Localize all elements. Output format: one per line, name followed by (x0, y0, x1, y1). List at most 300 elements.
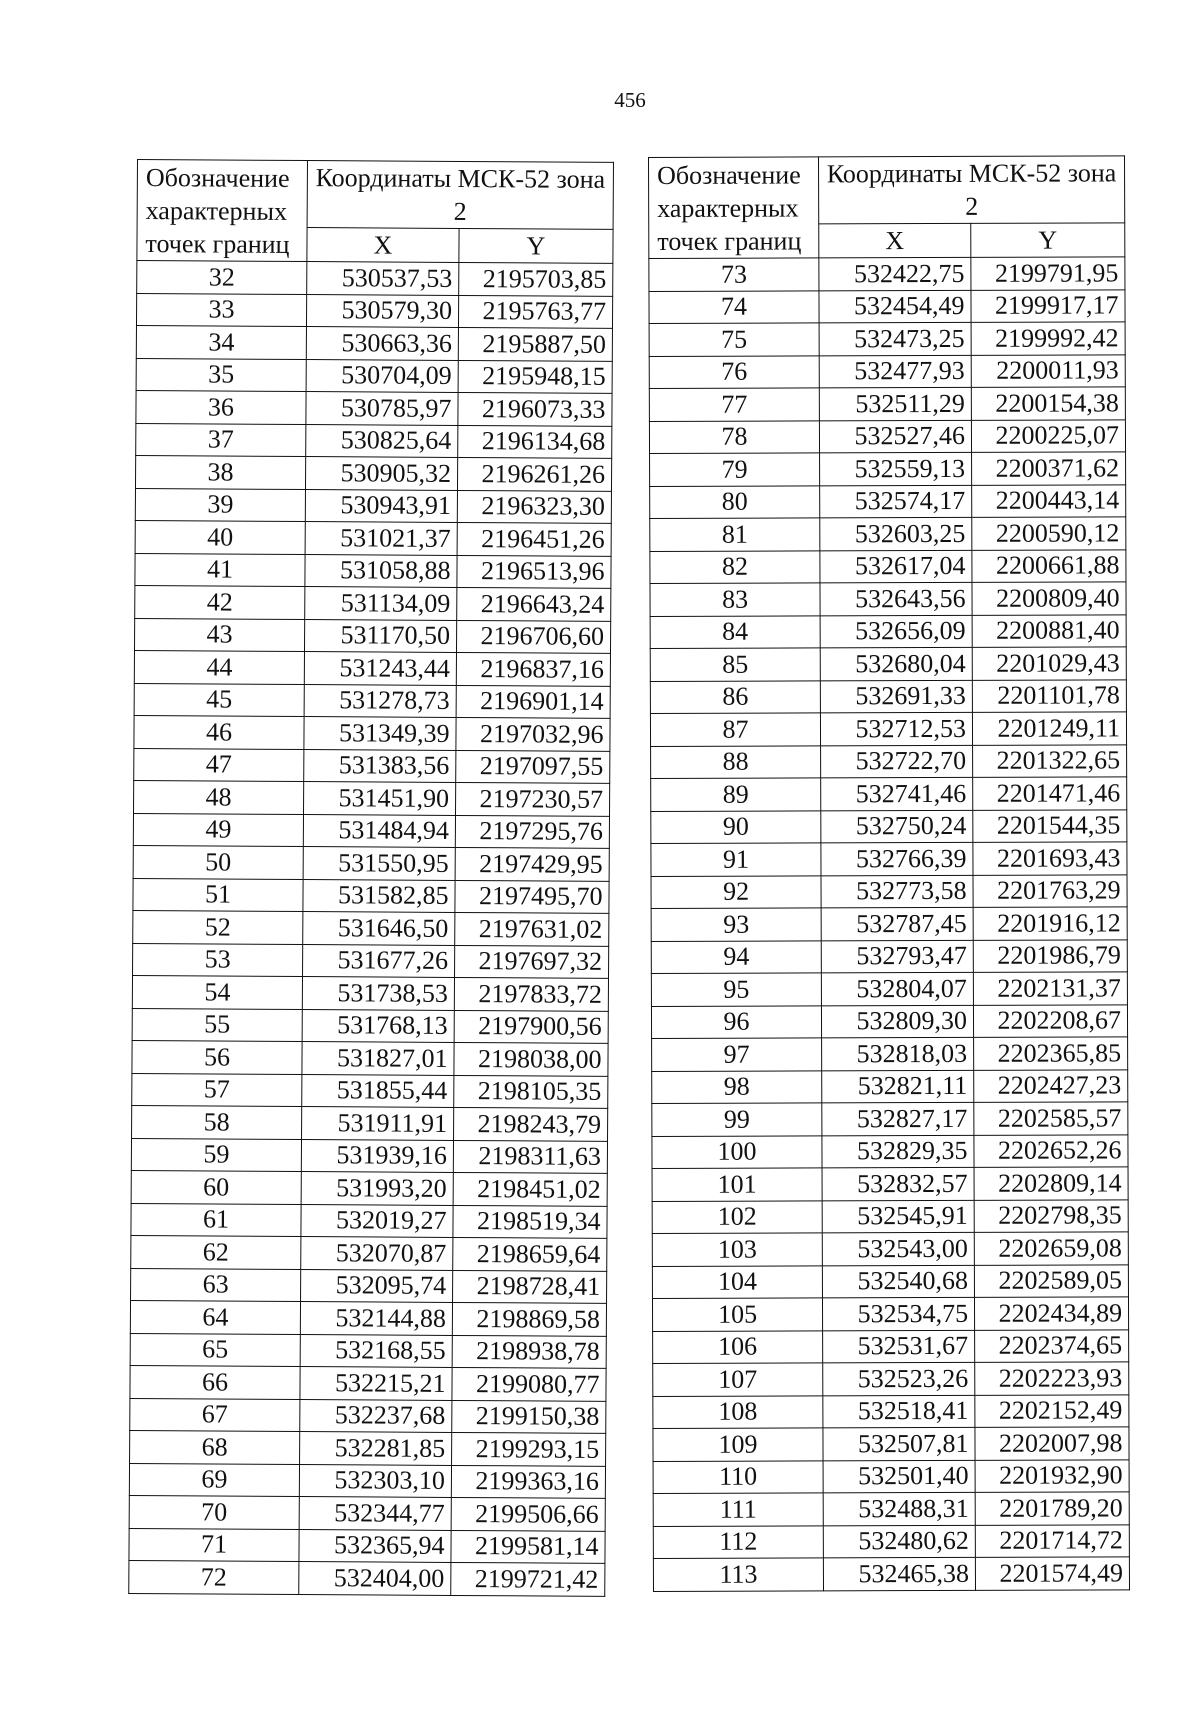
x-cell: 532511,29 (819, 387, 971, 420)
y-cell: 2201574,49 (975, 1557, 1129, 1590)
y-cell: 2199293,15 (452, 1432, 606, 1465)
table-row (134, 683, 610, 718)
table-row (135, 585, 611, 620)
point-cell: 73 (649, 258, 819, 291)
table-row (650, 582, 1126, 616)
table-row (653, 1362, 1129, 1396)
y-cell: 2202798,35 (974, 1199, 1128, 1232)
table-row (136, 358, 612, 393)
table-row (649, 322, 1125, 356)
y-cell: 2197097,55 (456, 750, 610, 783)
y-cell: 2195887,50 (458, 327, 612, 360)
table-row (651, 842, 1127, 876)
point-cell: 32 (137, 261, 307, 295)
x-cell: 531134,09 (305, 587, 457, 620)
y-cell: 2201916,12 (973, 907, 1127, 940)
point-cell: 81 (650, 518, 820, 551)
table-row (653, 1524, 1129, 1558)
x-cell: 531677,26 (303, 944, 455, 977)
x-cell: 531855,44 (302, 1074, 454, 1107)
point-cell: 107 (653, 1363, 823, 1396)
point-cell: 112 (653, 1525, 823, 1558)
table-row (131, 1235, 607, 1270)
y-cell: 2196261,26 (457, 457, 611, 490)
x-cell: 531827,01 (302, 1042, 454, 1075)
point-cell: 104 (652, 1265, 822, 1298)
point-cell: 110 (653, 1460, 823, 1493)
point-cell: 102 (652, 1200, 822, 1233)
y-cell: 2199581,14 (451, 1530, 605, 1563)
point-cell: 36 (136, 390, 306, 424)
x-cell: 531911,91 (302, 1107, 454, 1140)
y-cell: 2198038,00 (454, 1042, 608, 1075)
y-cell: 2197631,02 (455, 912, 609, 945)
table-row (135, 520, 611, 555)
x-cell: 532773,58 (821, 875, 973, 908)
y-cell: 2197697,32 (455, 945, 609, 978)
x-cell: 531451,90 (304, 782, 456, 815)
point-cell: 71 (129, 1528, 299, 1562)
y-cell: 2197495,70 (455, 880, 609, 913)
coordinate-group-header: Координаты МСК-52 зона 2 (307, 161, 613, 230)
table-row (652, 1102, 1128, 1136)
table-row (650, 484, 1126, 518)
table-row (134, 748, 610, 783)
y-cell: 2199791,95 (971, 257, 1125, 290)
table-row (651, 1004, 1127, 1038)
x-cell: 532144,88 (300, 1302, 452, 1335)
table-row (133, 845, 609, 880)
point-cell: 76 (649, 355, 819, 388)
x-cell: 532829,35 (822, 1135, 974, 1168)
table-row (652, 1037, 1128, 1071)
table-row (129, 1463, 605, 1498)
table-row (133, 878, 609, 913)
table-row (652, 1069, 1128, 1103)
table-row (652, 1297, 1128, 1331)
y-cell: 2199721,42 (451, 1562, 605, 1595)
point-cell: 48 (134, 780, 304, 814)
y-column-header: Y (459, 228, 613, 263)
y-cell: 2195703,85 (459, 262, 613, 295)
x-cell: 532523,26 (823, 1362, 975, 1395)
x-cell: 532818,03 (822, 1037, 974, 1070)
coordinates-table-left (128, 159, 614, 1596)
y-cell: 2202152,49 (975, 1394, 1129, 1427)
y-cell: 2197230,57 (455, 782, 609, 815)
y-cell: 2200154,38 (971, 387, 1125, 420)
x-cell: 531768,13 (302, 1009, 454, 1042)
point-cell: 79 (650, 453, 820, 486)
x-cell: 530537,53 (307, 262, 459, 295)
y-cell: 2201986,79 (973, 939, 1127, 972)
table-row (653, 1557, 1129, 1591)
x-cell: 532518,41 (823, 1395, 975, 1428)
y-cell: 2202589,05 (974, 1264, 1128, 1297)
x-cell: 532488,31 (823, 1492, 975, 1525)
y-cell: 2200371,62 (972, 452, 1126, 485)
y-cell: 2200809,40 (972, 582, 1126, 615)
point-cell: 39 (135, 488, 305, 522)
table-row (650, 614, 1126, 648)
point-cell: 62 (131, 1235, 301, 1269)
point-cell: 97 (652, 1038, 822, 1071)
table-row (652, 1199, 1128, 1233)
point-cell: 98 (652, 1070, 822, 1103)
table-row (653, 1394, 1129, 1428)
x-cell: 531349,39 (304, 717, 456, 750)
y-cell: 2199506,66 (451, 1497, 605, 1530)
y-cell: 2202223,93 (975, 1362, 1129, 1395)
table-row (131, 1268, 607, 1303)
table-row (651, 939, 1127, 973)
y-cell: 2196513,96 (457, 555, 611, 588)
point-cell: 49 (133, 813, 303, 847)
point-cell: 94 (651, 940, 821, 973)
x-cell: 532095,74 (301, 1269, 453, 1302)
x-cell: 532827,17 (822, 1102, 974, 1135)
x-cell: 532070,87 (301, 1237, 453, 1270)
x-cell: 530579,30 (306, 294, 458, 327)
x-cell: 532691,33 (820, 680, 972, 713)
point-cell: 91 (651, 843, 821, 876)
y-cell: 2202365,85 (974, 1037, 1128, 1070)
point-cell: 75 (649, 323, 819, 356)
x-cell: 532344,77 (299, 1497, 451, 1530)
y-cell: 2200590,12 (972, 517, 1126, 550)
y-cell: 2201932,90 (975, 1459, 1129, 1492)
point-cell: 80 (650, 485, 820, 518)
table-row (132, 1008, 608, 1043)
x-column-header: X (307, 228, 459, 263)
point-cell: 69 (129, 1463, 299, 1497)
y-cell: 2201763,29 (973, 874, 1127, 907)
point-cell: 56 (132, 1040, 302, 1074)
table-row (133, 943, 609, 978)
point-cell: 103 (652, 1233, 822, 1266)
x-cell: 532750,24 (821, 810, 973, 843)
point-cell: 47 (134, 748, 304, 782)
x-cell: 531582,85 (303, 879, 455, 912)
x-column-header: X (819, 223, 971, 258)
y-cell: 2201249,11 (972, 712, 1126, 745)
table-row (649, 387, 1125, 421)
y-cell: 2197032,96 (456, 717, 610, 750)
table-row (130, 1365, 606, 1400)
point-cell: 67 (130, 1398, 300, 1432)
table-row (130, 1300, 606, 1335)
y-cell: 2199992,42 (971, 322, 1125, 355)
table-row (131, 1170, 607, 1205)
x-cell: 532237,68 (300, 1399, 452, 1432)
y-cell: 2200443,14 (972, 484, 1126, 517)
table-row (132, 1040, 608, 1075)
x-cell: 532832,57 (822, 1167, 974, 1200)
x-cell: 532527,46 (819, 420, 971, 453)
x-cell: 530943,91 (305, 489, 457, 522)
table-row (134, 618, 610, 653)
table-row (649, 257, 1125, 291)
y-cell: 2201322,65 (973, 744, 1127, 777)
table-row (136, 293, 612, 328)
point-cell: 78 (649, 420, 819, 453)
y-cell: 2199150,38 (452, 1400, 606, 1433)
x-cell: 532215,21 (300, 1367, 452, 1400)
point-cell: 45 (134, 683, 304, 717)
x-cell: 531170,50 (304, 619, 456, 652)
y-cell: 2202434,89 (974, 1297, 1128, 1330)
table-row (651, 874, 1127, 908)
x-cell: 532303,10 (299, 1464, 451, 1497)
x-cell: 532793,47 (821, 940, 973, 973)
point-cell: 51 (133, 878, 303, 912)
y-cell: 2202659,08 (974, 1232, 1128, 1265)
point-cell: 66 (130, 1365, 300, 1399)
point-cell: 109 (653, 1428, 823, 1461)
table-row (650, 517, 1126, 551)
y-cell: 2198105,35 (454, 1075, 608, 1108)
x-cell: 532543,00 (822, 1232, 974, 1265)
point-cell: 33 (136, 293, 306, 327)
x-cell: 531646,50 (303, 912, 455, 945)
y-cell: 2198243,79 (454, 1107, 608, 1140)
x-cell: 531550,95 (303, 847, 455, 880)
x-cell: 532473,25 (819, 322, 971, 355)
point-cell: 40 (135, 520, 305, 554)
table-row (135, 455, 611, 490)
x-cell: 530785,97 (306, 392, 458, 425)
table-row (653, 1329, 1129, 1363)
x-cell: 532454,49 (819, 290, 971, 323)
point-cell: 65 (130, 1333, 300, 1367)
y-cell: 2201714,72 (975, 1524, 1129, 1557)
y-cell: 2202585,57 (974, 1102, 1128, 1135)
table-row (652, 1232, 1128, 1266)
table-row (653, 1459, 1129, 1493)
table-row (649, 419, 1125, 453)
table-row (132, 1073, 608, 1108)
point-cell: 88 (651, 745, 821, 778)
point-cell: 77 (649, 388, 819, 421)
y-cell: 2201471,46 (973, 777, 1127, 810)
table-row (649, 289, 1125, 323)
table-row (650, 712, 1126, 746)
x-cell: 531993,20 (301, 1172, 453, 1205)
y-cell: 2196451,26 (457, 522, 611, 555)
x-cell: 532804,07 (821, 972, 973, 1005)
x-cell: 532477,93 (819, 355, 971, 388)
point-cell: 52 (133, 910, 303, 944)
y-cell: 2201101,78 (972, 679, 1126, 712)
point-cell: 41 (135, 553, 305, 587)
y-cell: 2201544,35 (973, 809, 1127, 842)
table-row (133, 813, 609, 848)
x-cell: 532019,27 (301, 1204, 453, 1237)
table-row (132, 1105, 608, 1140)
y-cell: 2198938,78 (452, 1335, 606, 1368)
table-row (650, 679, 1126, 713)
y-cell: 2202007,98 (975, 1427, 1129, 1460)
point-cell: 64 (130, 1300, 300, 1334)
point-cell: 90 (651, 810, 821, 843)
table-row (130, 1430, 606, 1465)
table-row (135, 553, 611, 588)
y-column-header: Y (971, 223, 1125, 258)
table-row (652, 1264, 1128, 1298)
y-cell: 2202652,26 (974, 1134, 1128, 1167)
x-cell: 532531,67 (823, 1330, 975, 1363)
point-cell: 57 (132, 1073, 302, 1107)
table-row (131, 1138, 607, 1173)
table-row (130, 1333, 606, 1368)
x-cell: 532540,68 (822, 1265, 974, 1298)
point-cell: 44 (134, 650, 304, 684)
x-cell: 532809,30 (821, 1005, 973, 1038)
point-cell: 105 (652, 1298, 822, 1331)
x-cell: 532766,39 (821, 842, 973, 875)
y-cell: 2201029,43 (972, 647, 1126, 680)
x-cell: 532603,25 (820, 517, 972, 550)
table-row (129, 1495, 605, 1530)
x-cell: 532545,91 (822, 1200, 974, 1233)
point-cell: 54 (132, 975, 302, 1009)
x-cell: 532465,38 (823, 1557, 975, 1590)
x-cell: 532559,13 (820, 452, 972, 485)
x-cell: 532741,46 (821, 777, 973, 810)
x-cell: 532365,94 (299, 1529, 451, 1562)
table-row (129, 1528, 605, 1563)
y-cell: 2198728,41 (453, 1270, 607, 1303)
y-cell: 2202374,65 (975, 1329, 1129, 1362)
y-cell: 2202131,37 (973, 972, 1127, 1005)
point-cell: 100 (652, 1135, 822, 1168)
y-cell: 2198311,63 (453, 1140, 607, 1173)
x-cell: 532574,17 (820, 485, 972, 518)
point-cell: 50 (133, 845, 303, 879)
point-cell: 68 (130, 1430, 300, 1464)
table-row (136, 390, 612, 425)
x-cell: 532480,62 (823, 1525, 975, 1558)
point-cell: 46 (134, 715, 304, 749)
x-cell: 532534,75 (822, 1297, 974, 1330)
y-cell: 2196643,24 (457, 587, 611, 620)
point-cell: 72 (129, 1560, 299, 1594)
y-cell: 2202809,14 (974, 1167, 1128, 1200)
table-row (137, 261, 613, 296)
y-cell: 2198869,58 (452, 1302, 606, 1335)
point-cell: 70 (129, 1495, 299, 1529)
point-cell: 95 (651, 973, 821, 1006)
point-cell: 101 (652, 1168, 822, 1201)
table-row (652, 1134, 1128, 1168)
table-row (130, 1398, 606, 1433)
y-cell: 2202208,67 (973, 1004, 1127, 1037)
table-row (129, 1560, 605, 1595)
x-cell: 531939,16 (301, 1139, 453, 1172)
table-row (650, 549, 1126, 583)
table-body-left (129, 261, 613, 1596)
y-cell: 2200661,88 (972, 549, 1126, 582)
point-cell: 111 (653, 1493, 823, 1526)
point-cell: 60 (131, 1170, 301, 1204)
x-cell: 531383,56 (304, 749, 456, 782)
x-cell: 532680,04 (820, 647, 972, 680)
point-cell: 53 (133, 943, 303, 977)
y-cell: 2195948,15 (458, 360, 612, 393)
x-cell: 530663,36 (306, 327, 458, 360)
y-cell: 2196706,60 (456, 620, 610, 653)
point-cell: 61 (131, 1203, 301, 1237)
x-cell: 532281,85 (300, 1432, 452, 1465)
table-row (650, 452, 1126, 486)
point-cell: 58 (132, 1105, 302, 1139)
page-number: 456 (614, 88, 646, 112)
point-cell: 37 (136, 423, 306, 457)
y-cell: 2197429,95 (455, 847, 609, 880)
y-cell: 2196134,68 (458, 425, 612, 458)
table-row (651, 907, 1127, 941)
table-row (136, 325, 612, 360)
y-cell: 2201789,20 (975, 1492, 1129, 1525)
x-cell: 531278,73 (304, 684, 456, 717)
point-cell: 92 (651, 875, 821, 908)
point-cell: 38 (135, 455, 305, 489)
point-cell: 34 (136, 325, 306, 359)
x-cell: 532656,09 (820, 615, 972, 648)
table-row (134, 780, 610, 815)
y-cell: 2197900,56 (454, 1010, 608, 1043)
coordinate-group-header: Координаты МСК-52 зона 2 (819, 156, 1125, 224)
table-row (651, 777, 1127, 811)
x-cell: 532643,56 (820, 582, 972, 615)
y-cell: 2199917,17 (971, 289, 1125, 322)
x-cell: 532501,40 (823, 1460, 975, 1493)
x-cell: 532821,11 (822, 1070, 974, 1103)
table-row (134, 715, 610, 750)
table-row (134, 650, 610, 685)
y-cell: 2196073,33 (458, 392, 612, 425)
table-body-right (649, 257, 1130, 1591)
y-cell: 2197295,76 (455, 815, 609, 848)
table-row (131, 1203, 607, 1238)
y-cell: 2198451,02 (453, 1172, 607, 1205)
x-cell: 531484,94 (303, 814, 455, 847)
table-row (652, 1167, 1128, 1201)
x-cell: 531021,37 (305, 522, 457, 555)
table-row (651, 809, 1127, 843)
y-cell: 2199363,16 (451, 1465, 605, 1498)
y-cell: 2199080,77 (452, 1367, 606, 1400)
y-cell: 2195763,77 (458, 295, 612, 328)
point-cell: 83 (650, 583, 820, 616)
table-row (135, 488, 611, 523)
x-cell: 530825,64 (306, 424, 458, 457)
y-cell: 2198659,64 (453, 1237, 607, 1270)
x-cell: 532422,75 (819, 257, 971, 290)
point-cell: 106 (653, 1330, 823, 1363)
table-row (650, 647, 1126, 681)
x-cell: 530704,09 (306, 359, 458, 392)
point-cell: 42 (135, 585, 305, 619)
point-cell: 84 (650, 615, 820, 648)
table-row (651, 744, 1127, 778)
y-cell: 2198519,34 (453, 1205, 607, 1238)
x-cell: 532787,45 (821, 907, 973, 940)
coordinates-table-right (648, 155, 1130, 1591)
y-cell: 2196901,14 (456, 685, 610, 718)
point-cell: 93 (651, 908, 821, 941)
table-row (651, 972, 1127, 1006)
